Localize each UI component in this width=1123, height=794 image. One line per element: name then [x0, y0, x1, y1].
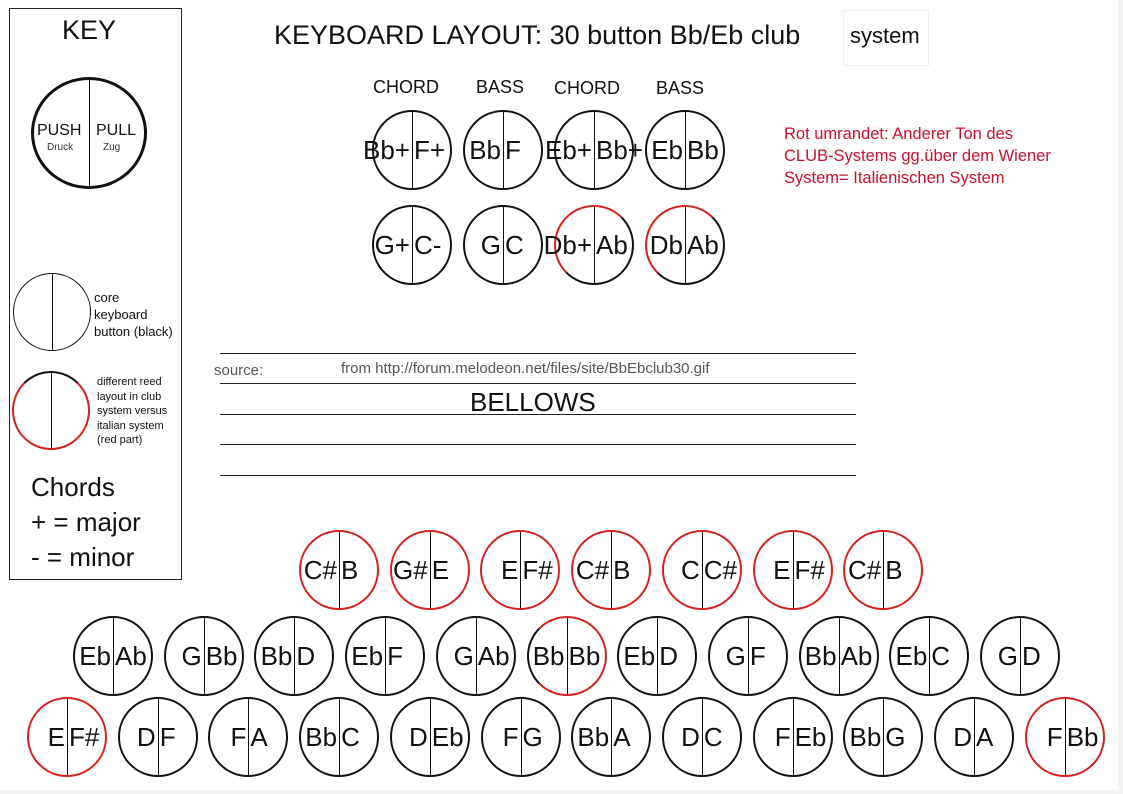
treble-button — [617, 616, 697, 696]
source-label: source: — [214, 362, 264, 379]
button-push-note: Eb — [623, 641, 656, 671]
treble-button — [118, 697, 198, 777]
key-core-label: core keyboard button (black) — [94, 290, 173, 339]
button-pull-note: B — [341, 555, 359, 585]
treble-button — [436, 616, 516, 696]
bass-button — [463, 205, 543, 285]
button-pull-note: Ab — [596, 230, 628, 260]
button-push-note: Eb+ — [545, 135, 592, 165]
treble-button — [1025, 697, 1105, 777]
treble-button — [753, 530, 833, 610]
button-push-note: F — [1046, 722, 1063, 752]
treble-button — [299, 530, 379, 610]
button-push-note: Bb — [469, 135, 501, 165]
button-pull-note: Bb — [205, 641, 238, 671]
button-push-note: Db+ — [543, 230, 592, 260]
button-pull-note: C — [341, 722, 360, 752]
button-pull-note: B — [613, 555, 631, 585]
button-pull-note: A — [976, 722, 994, 752]
button-push-note: F — [774, 722, 791, 752]
title-system-box — [843, 10, 929, 66]
treble-button — [73, 616, 153, 696]
treble-button — [390, 530, 470, 610]
button-push-note: Bb — [532, 641, 565, 671]
button-push-note: Bb — [260, 641, 293, 671]
button-pull-note: Ab — [115, 641, 147, 671]
page-title: KEYBOARD LAYOUT: 30 button Bb/Eb club — [274, 20, 801, 50]
key-pull-label: PULL — [96, 122, 137, 139]
button-push-note: E — [501, 555, 519, 585]
treble-button — [27, 697, 107, 777]
button-push-note: Eb — [79, 641, 111, 671]
treble-button — [799, 616, 879, 696]
button-pull-note: G — [885, 722, 906, 752]
button-push-note: G+ — [374, 230, 410, 260]
treble-button — [889, 616, 969, 696]
title-system-label: system — [850, 23, 920, 48]
button-push-note: C# — [847, 555, 882, 585]
button-push-note: C — [681, 555, 700, 585]
bass-button — [645, 110, 725, 190]
button-push-note: Eb — [895, 641, 928, 671]
button-push-note: E — [47, 722, 65, 752]
bass-button — [463, 110, 543, 190]
treble-button — [662, 530, 742, 610]
button-push-note: D — [681, 722, 700, 752]
treble-button — [843, 697, 923, 777]
key-chords-legend: Chords + = major - = minor — [31, 472, 141, 572]
button-push-note: Bb+ — [363, 135, 410, 165]
button-push-note: G — [181, 641, 202, 671]
button-pull-note: F — [505, 135, 521, 165]
button-push-note: Eb — [651, 135, 683, 165]
bass-button — [545, 110, 643, 190]
button-pull-note: F# — [794, 555, 825, 585]
button-push-note: F — [230, 722, 247, 752]
header-bass-2: BASS — [656, 78, 705, 98]
treble-button — [480, 530, 560, 610]
bass-button — [645, 205, 725, 285]
bellows-line — [220, 383, 856, 384]
treble-button — [843, 530, 923, 610]
header-chord-2: CHORD — [554, 78, 620, 98]
key-different-button — [12, 371, 90, 450]
button-push-note: F — [502, 722, 519, 752]
bass-button — [372, 205, 452, 285]
button-pull-note: F — [387, 641, 403, 671]
key-pull-sub: Zug — [103, 142, 121, 153]
red-outline-note: Rot umrandet: Anderer Ton des CLUB-Systems gg.über dem Wiener System= Italienischen System — [784, 125, 1051, 187]
key-different-label: different reed layout in club system versus italian system (red part) — [97, 376, 168, 446]
button-push-note: D — [136, 722, 156, 752]
treble-button — [481, 697, 561, 777]
treble-button — [662, 697, 742, 777]
treble-button — [571, 530, 651, 610]
button-pull-note: Ab — [840, 641, 873, 671]
bellows-line — [220, 475, 856, 476]
button-push-note: Db — [649, 230, 683, 260]
button-pull-note: C — [703, 722, 723, 752]
button-push-note: G — [453, 641, 474, 671]
button-push-note: Bb — [305, 722, 338, 752]
button-push-note: Bb — [849, 722, 882, 752]
bellows-line — [220, 414, 856, 415]
button-push-note: G — [725, 641, 746, 671]
button-push-note: C# — [575, 555, 610, 585]
button-push-note: Bb — [804, 641, 837, 671]
button-push-note: G — [997, 641, 1018, 671]
button-pull-note: F# — [522, 555, 553, 585]
treble-button — [390, 697, 470, 777]
button-pull-note: A — [613, 722, 631, 752]
button-push-note: Bb — [577, 722, 610, 752]
treble-button — [345, 616, 425, 696]
button-push-note: D — [409, 722, 428, 752]
treble-button — [299, 697, 379, 777]
button-push-note: E — [773, 555, 791, 585]
treble-button — [934, 697, 1014, 777]
button-push-note: C# — [303, 555, 337, 585]
button-pull-note: Bb — [1066, 722, 1099, 752]
bellows-line — [220, 353, 856, 354]
button-push-note: G — [480, 230, 501, 260]
button-pull-note: Bb+ — [596, 135, 643, 165]
button-pull-note: D — [296, 641, 316, 671]
header-chord-1: CHORD — [373, 77, 439, 97]
button-pull-note: C- — [414, 230, 442, 260]
button-pull-note: Eb — [794, 722, 827, 752]
treble-button — [208, 697, 288, 777]
button-pull-note: F# — [69, 722, 100, 752]
button-pull-note: D — [1022, 641, 1041, 671]
button-pull-note: C — [505, 230, 524, 260]
button-push-note: D — [953, 722, 972, 752]
button-pull-note: Ab — [687, 230, 719, 260]
treble-button — [254, 616, 334, 696]
bellows-line — [220, 444, 856, 445]
treble-button — [753, 697, 833, 777]
bass-button — [363, 110, 452, 190]
button-pull-note: C — [931, 641, 951, 671]
key-push-pull-button — [31, 77, 147, 189]
treble-button — [164, 616, 244, 696]
button-push-note: G# — [393, 555, 428, 585]
button-pull-note: Eb — [431, 722, 464, 752]
button-pull-note: D — [659, 641, 678, 671]
header-bass-1: BASS — [476, 77, 525, 97]
button-pull-note: Bb — [687, 135, 719, 165]
button-pull-note: E — [431, 555, 450, 585]
button-pull-note: A — [250, 722, 268, 752]
treble-button — [708, 616, 788, 696]
key-core-button — [13, 273, 91, 351]
bellows-label: BELLOWS — [470, 387, 596, 417]
key-heading: KEY — [62, 15, 117, 45]
treble-button — [980, 616, 1060, 696]
button-pull-note: C# — [703, 555, 738, 585]
bass-button — [543, 205, 634, 285]
button-pull-note: F — [159, 722, 176, 752]
button-pull-note: B — [885, 555, 903, 585]
key-push-label: PUSH — [37, 122, 82, 139]
key-push-sub: Druck — [47, 142, 74, 153]
button-pull-note: F+ — [414, 135, 446, 165]
button-pull-note: Bb — [568, 641, 601, 671]
source-text: from http://forum.melodeon.net/files/site/BbEbclub30.gif — [341, 360, 710, 377]
treble-button — [571, 697, 651, 777]
button-pull-note: Ab — [477, 641, 510, 671]
treble-button — [527, 616, 607, 696]
button-push-note: Eb — [351, 641, 384, 671]
button-pull-note: F — [749, 641, 766, 671]
button-pull-note: G — [522, 722, 543, 752]
